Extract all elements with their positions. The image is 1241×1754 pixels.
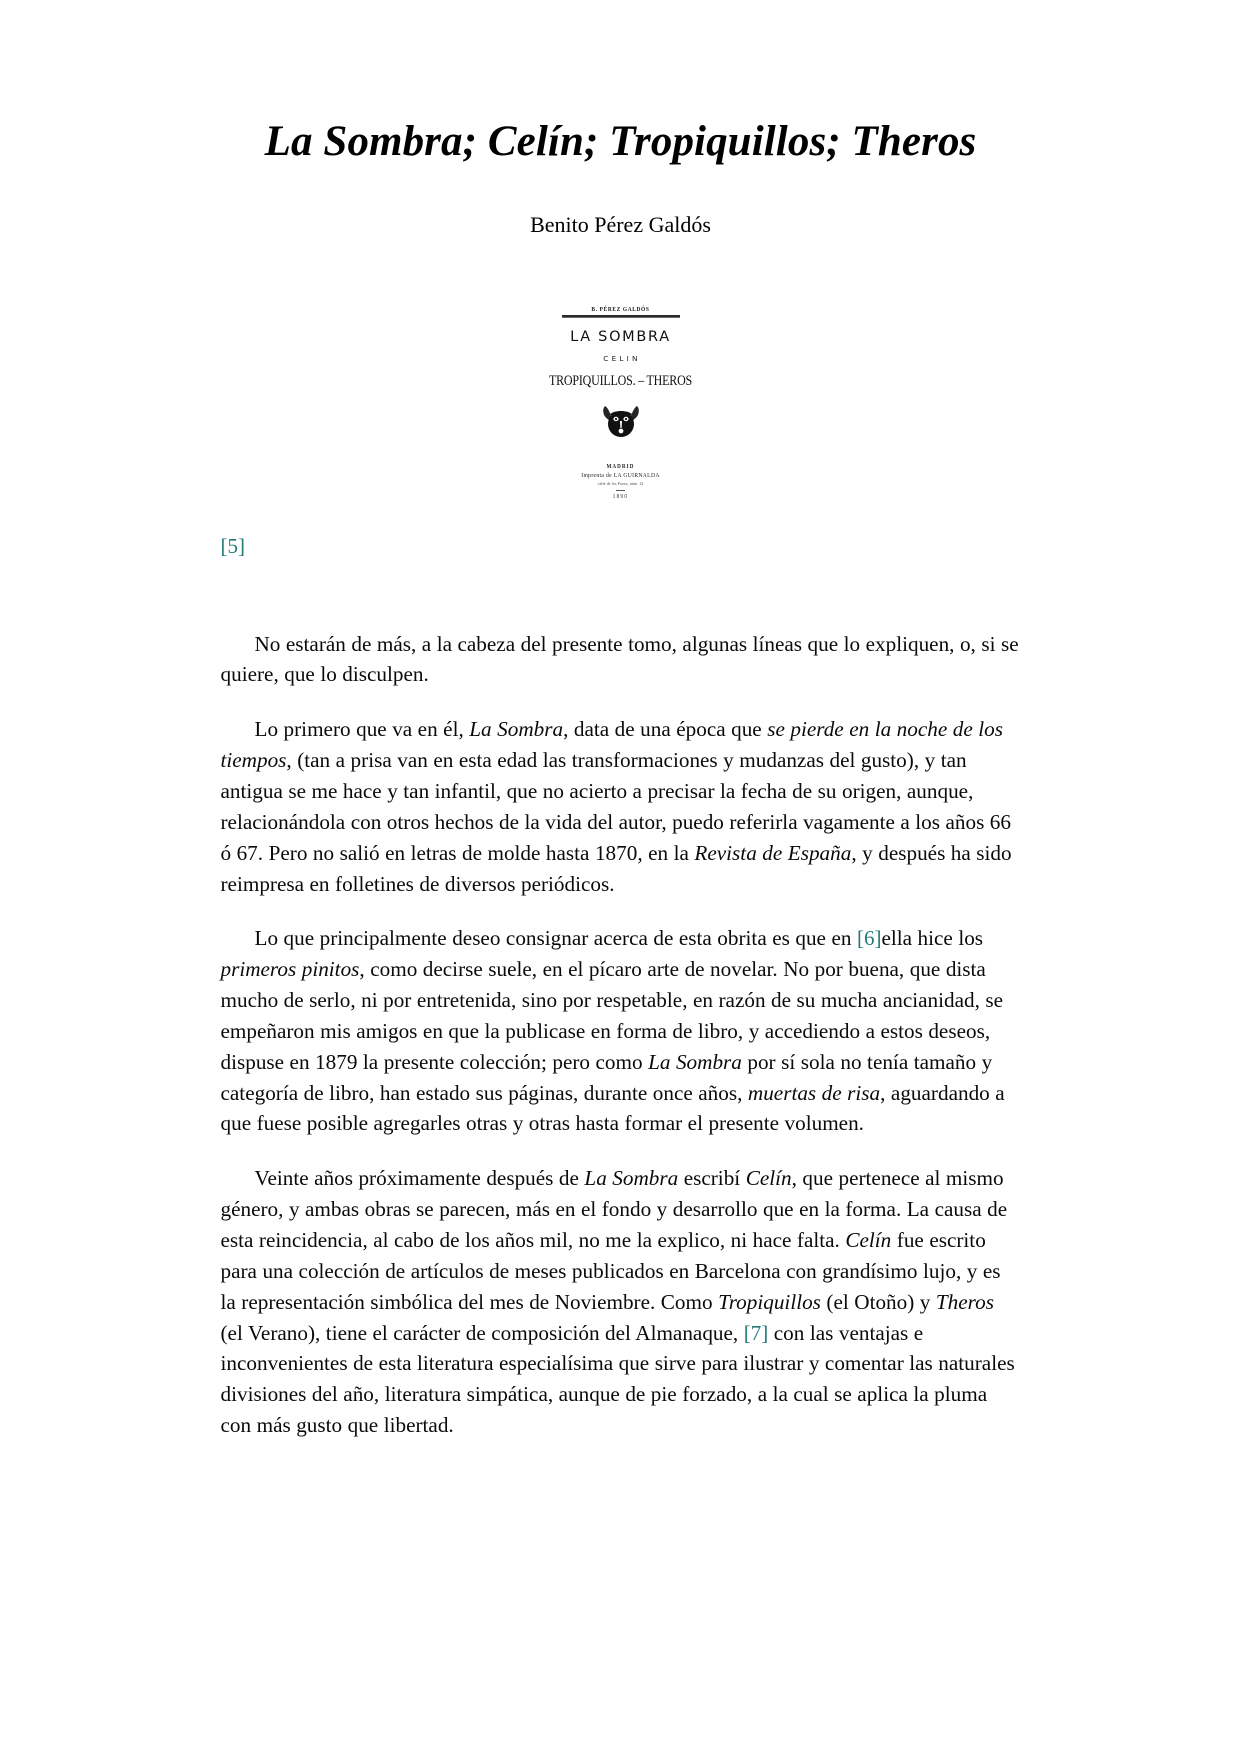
emphasis-text: muertas de risa: [747, 1080, 881, 1105]
cover-title-line-1: LA SOMBRA: [570, 328, 671, 345]
cover-imprint-separator: [616, 490, 625, 491]
paragraph-4: Veinte años próximamente después de La Sombra escribí Celín, que pertenece al mismo género, y ambas obras se parecen, más en el fondo y desarrollo que en la forma. La causa de esta reincidencia, al cabo de los años mil, no me la explico, ni hace falta. Celín fue escrito para una colección de artículos de meses publicados en Barcelona con grandísimo lujo, y es la representación simbólica del mes de Noviembre. Como Tropiquillos (el Otoño) y Theros (el Verano), tiene el carácter de composición del Almanaque, [7] con las ventajas e inconvenientes de esta literatura especialísima que sirve para ilustrar y comentar las naturales divisiones del año, literatura simpática, aunque de pie forzado, a la cual se aplica la pluma con más gusto que libertad.: [220, 1166, 1015, 1438]
page-title: La Sombra; Celín; Tropiquillos; Theros: [264, 118, 977, 165]
emphasis-text: primeros pinitos: [220, 957, 360, 982]
paragraph-1: No estarán de más, a la cabeza del presente tomo, algunas líneas que lo expliquen, o, si se quiere, que lo disculpen.: [220, 631, 1019, 687]
paragraph-2: Lo primero que va en él, La Sombra, data de una época que se pierde en la noche de los tiempos, (tan a prisa van en esta edad las transformaciones y mudanzas del gusto), y tan antigua se me hace y tan infantil, que no acierto a precisar la fecha de su origen, aunque, relacionándola con otros hechos de la vida del autor, puedo referirla vagamente a los años 66 ó 67. Pero no salió en letras de molde hasta 1870, en la Revista de España, y después ha sido reimpresa en folletines de diversos periódicos.: [220, 717, 1012, 896]
cover-title-line-2: CELIN: [603, 353, 641, 363]
page-marker-link-6[interactable]: [6]: [856, 926, 882, 951]
page-marker-link-7[interactable]: [7]: [743, 1320, 769, 1345]
cover-title-line-3: TROPIQUILLOS. – THEROS: [548, 370, 693, 389]
cover-imprint-city: MADRID: [606, 462, 635, 471]
owl-head-vignette-icon: [599, 402, 643, 442]
emphasis-text: Revista de España: [694, 840, 852, 865]
emphasis-text: La Sombra: [469, 717, 564, 742]
cover-author-line: B. PÉREZ GALDÓS: [591, 306, 650, 313]
emphasis-text: Tropiquillos: [718, 1289, 821, 1314]
emphasis-text: Celín: [845, 1227, 892, 1252]
cover-divider-rule: [562, 315, 680, 318]
page-marker-row: [221, 534, 1021, 559]
paragraph-3: Lo que principalmente deseo consignar acerca de esta obrita es que en [6]ella hice los primeros pinitos, como decirse suele, en el pícaro arte de novelar. No por buena, que dista mucho de serlo, ni por entretenida, sino por respetable, en razón de su mucha ancianidad, se empeñaron mis amigos en que la publicase en forma de libro, y accediendo a estos deseos, dispuse en 1879 la presente colección; pero como La Sombra por sí sola no tenía tamaño y categoría de libro, han estado sus páginas, durante once años, muertas de risa, aguardando a que fuese posible agregarles otras y otras hasta formar el presente volumen.: [220, 926, 1005, 1136]
emphasis-text: La Sombra: [584, 1166, 679, 1191]
cover-imprint-year: 1890: [612, 494, 629, 501]
book-cover-figure: [548, 301, 693, 508]
emphasis-text: Celín: [745, 1166, 792, 1191]
page-marker-link-5[interactable]: [5]: [220, 533, 245, 558]
cover-imprint-press: Imprenta de LA GUIRNALDA: [581, 472, 660, 480]
cover-imprint-address: calle de los Pozos, núm. 12: [597, 481, 644, 487]
document-content: [221, 0, 1021, 1441]
emphasis-text: se pierde en la noche de los tiempos: [220, 717, 1003, 773]
body-text: [221, 629, 1021, 1441]
book-cover-facsimile: [548, 301, 693, 508]
author-byline: Benito Pérez Galdós: [530, 212, 711, 238]
cover-imprint-block: [548, 464, 693, 502]
emphasis-text: La Sombra: [648, 1049, 742, 1074]
emphasis-text: Theros: [935, 1289, 994, 1314]
